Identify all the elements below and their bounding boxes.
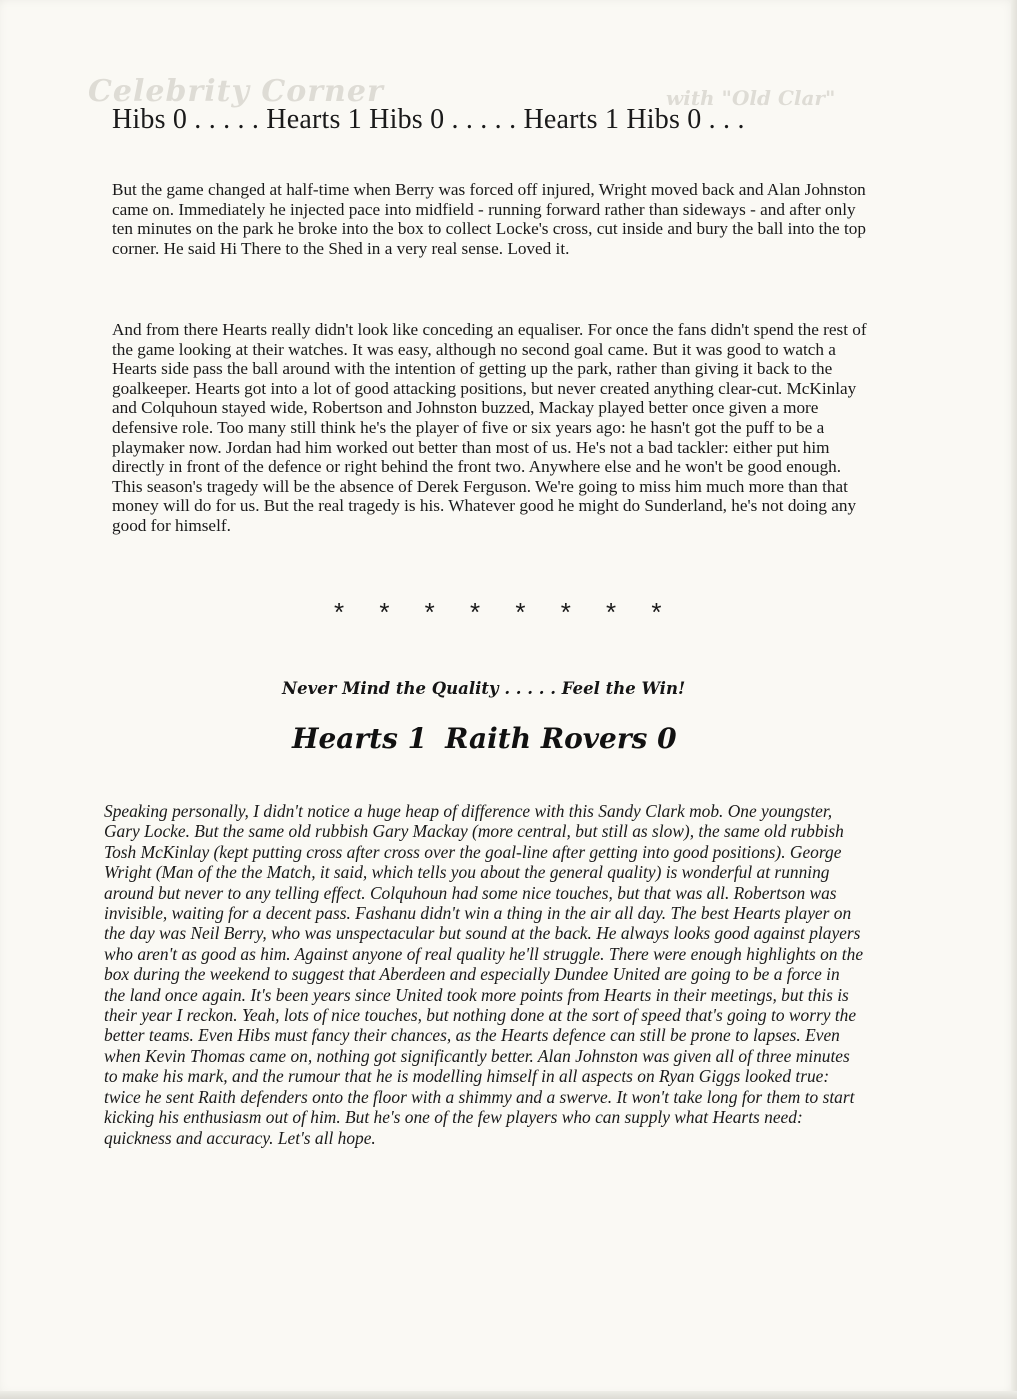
section-separator: * * * * * * * * <box>334 597 676 627</box>
article-tagline: Never Mind the Quality . . . . . Feel the Win! <box>282 679 686 698</box>
bleed-through-subheading: with "Old Clar" <box>666 86 836 110</box>
bleed-through-heading: Celebrity Corner <box>88 74 384 109</box>
running-header: Hibs 0 . . . . . Hearts 1 Hibs 0 . . . . . Hearts 1 Hibs 0 . . . <box>112 104 745 135</box>
match-result-title <box>292 722 712 755</box>
article-paragraph: But the game changed at half-time when Berry was forced off injured, Wright moved back and Alan Johnston came on. Immediately he injected pace into midfield - running forward rather than sideways - and after only ten minutes on the park he broke into the box to collect Locke's cross, cut inside and bury the ball into the top corner. He said Hi There to the Shed in a very real sense. Loved it. <box>112 180 866 258</box>
match-report-text: Speaking personally, I didn't notice a huge heap of difference with this Sandy Clark mob. One youngster, Gary Locke. But the same old rubbish Gary Mackay (more central, but still as slow), the same old rubbish Tosh McKinlay (kept putting cross after cross over the goal-line after getting into good positions). George Wright (Man of the the Match, it said, which tells you about the general quality) is wonderful at running around but never to any telling effect. Colquhoun had some nice touches, but that was all. Robertson was invisible, waiting for a decent pass. Fashanu didn't win a thing in the air all day. The best Hearts player on the day was Neil Berry, who was unspectacular but sound at the back. He always looks good against players who aren't as good as him. Against anyone of real quality he'll struggle. There were enough highlights on the box during the weekend to suggest that Aberdeen and especially Dundee United are going to be a force in the land once again. It's been years since United took more points from Hearts in their meetings, but this is their year I reckon. Yeah, lots of nice touches, but nothing done at the sort of speed that's going to worry the better teams. Even Hibs must fancy their chances, as the Hearts defence can still be prone to lapses. Even when Kevin Thomas came on, nothing got significantly better. Alan Johnston was given all of three minutes to make his mark, and the rumour that he is modelling himself in all aspects on Ryan Giggs looked true: twice he sent Raith defenders onto the floor with a shimmy and a swerve. It won't take long for them to start kicking his enthusiasm out of him. But he's one of the few players who can supply what Hearts need: quickness and accuracy. Let's all hope. <box>104 801 864 1148</box>
page-bottom-shadow <box>0 1391 1017 1399</box>
match-away-score: Raith Rovers 0 <box>445 722 677 755</box>
article-paragraph: And from there Hearts really didn't look like conceding an equaliser. For once the fans didn't spend the rest of the game looking at their watches. It was easy, although no second goal came. But it was good to watch a Hearts side pass the ball around with the intention of getting up the park, rather than giving it back to the goalkeeper. Hearts got into a lot of good attacking positions, but never created anything clear-cut. McKinlay and Colquhoun stayed wide, Robertson and Johnston buzzed, Mackay played better once given a more defensive role. Too many still think he's the player of five or six years ago: he hasn't got the puff to be a playmaker now. Jordan had him worked out better than most of us. He's not a bad tackler: either put him directly in front of the defence or right behind the front two. Anywhere else and he won't be good enough. This season's tragedy will be the absence of Derek Ferguson. We're going to miss him much more than that money will do for us. But the real tragedy is his. Whatever good he might do Sunderland, he's not doing any good for himself. <box>112 320 867 535</box>
page-edge-shadow <box>1011 0 1017 1399</box>
match-home-score: Hearts 1 <box>292 722 428 755</box>
